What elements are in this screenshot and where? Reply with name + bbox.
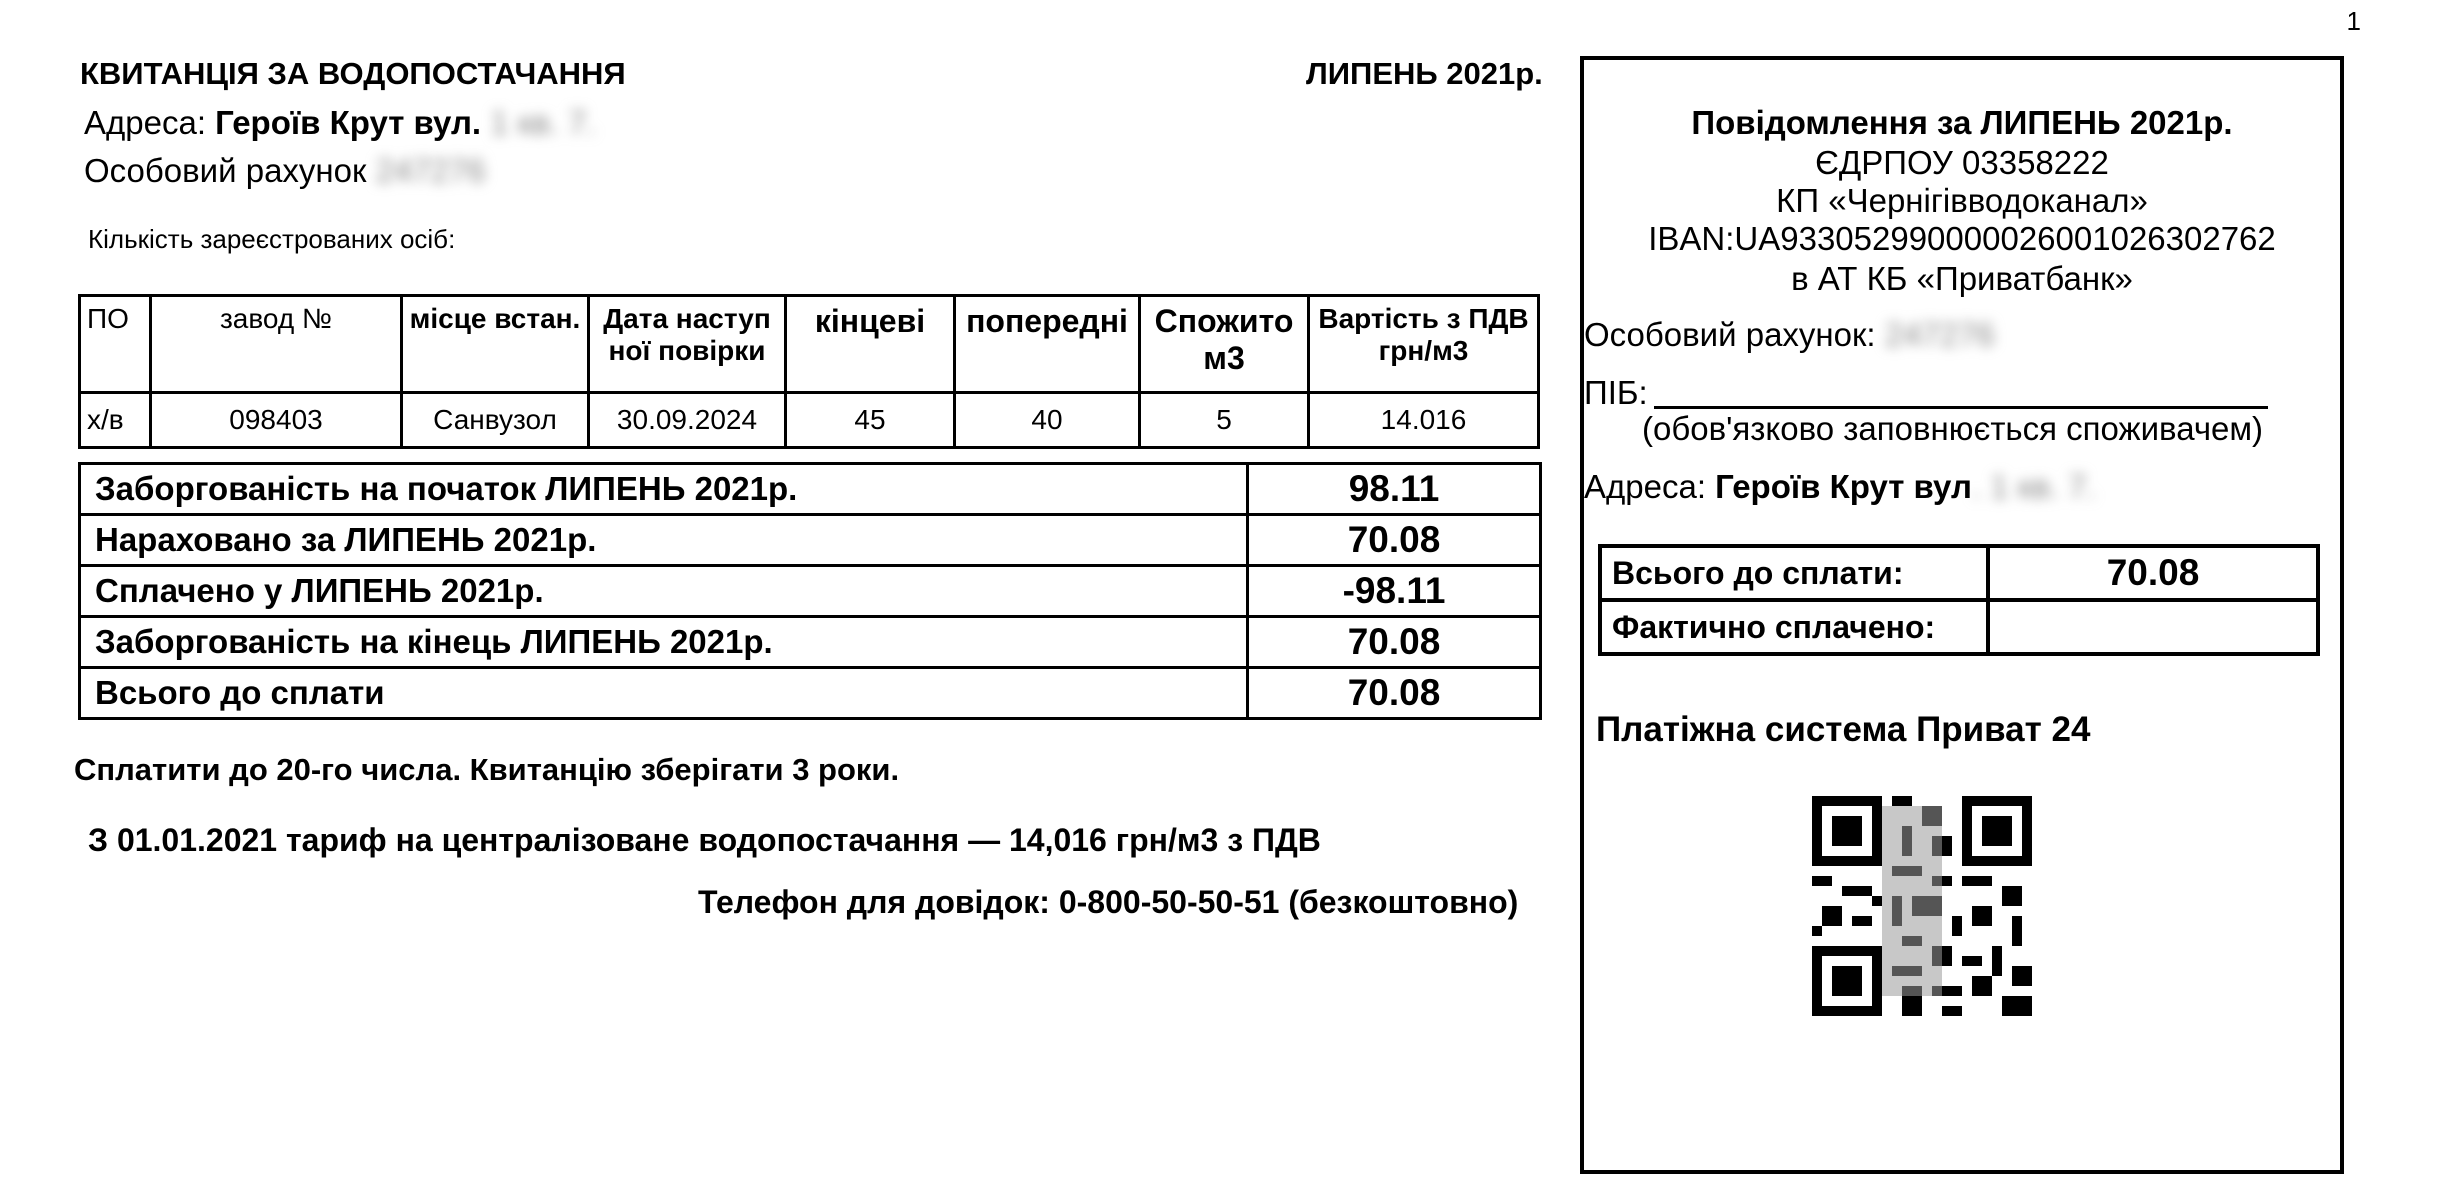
address-label: Адреса: — [84, 104, 206, 141]
summary-row-debt-end — [80, 617, 1541, 668]
notice-title: Повідомлення за ЛИПЕНЬ 2021р. — [1691, 104, 2233, 141]
cell-consumed: 5 — [1140, 393, 1309, 448]
receipt-address — [84, 104, 596, 142]
cell-serial: 098403 — [151, 393, 402, 448]
summary-row-charged — [80, 515, 1541, 566]
phone-note: Телефон для довідок: 0-800-50-50-51 (безкоштовно) — [698, 884, 1519, 920]
cell-po: х/в — [80, 393, 151, 448]
notice-company: КП «Чернігівводоканал» — [1776, 182, 2148, 219]
pib-hint: (обов'язково заповнюється споживачем) — [1642, 410, 2264, 447]
notice-account-label: Особовий рахунок: — [1584, 316, 1876, 353]
notice-address-label: Адреса: — [1584, 468, 1706, 505]
summary-value: 70.08 — [1248, 617, 1541, 668]
col-serial: завод № — [151, 296, 402, 393]
registered-persons-label: Кількість зареєстрованих осіб: — [88, 224, 456, 254]
cell-next-check: 30.09.2024 — [589, 393, 786, 448]
summary-row-total — [80, 668, 1541, 719]
payment-table — [1598, 544, 2320, 656]
pay-until-note: Сплатити до 20-го числа. Квитанцію зберігати 3 роки. — [74, 752, 900, 787]
notice-edrpou: ЄДРПОУ 03358222 — [1815, 144, 2109, 181]
summary-row-paid — [80, 566, 1541, 617]
summary-label: Заборгованість на початок ЛИПЕНЬ 2021р. — [80, 464, 1248, 515]
col-consumed: Спожито м3 — [1140, 296, 1309, 393]
receipt-title: КВИТАНЦІЯ ЗА ВОДОПОСТАЧАННЯ — [80, 56, 626, 91]
cell-location: Санвузол — [402, 393, 589, 448]
summary-value: 70.08 — [1248, 515, 1541, 566]
summary-value: -98.11 — [1248, 566, 1541, 617]
address-redacted: 1 кв. 7. — [490, 104, 596, 141]
total-value: 70.08 — [1988, 546, 2318, 600]
meter-table — [78, 294, 1540, 449]
notice-bank: в АТ КБ «Приватбанк» — [1791, 260, 2133, 297]
account-redacted: 247276 — [375, 152, 486, 189]
meter-table-header — [80, 296, 1539, 393]
col-price: Вартість з ПДВ грн/м3 — [1309, 296, 1539, 393]
summary-value: 70.08 — [1248, 668, 1541, 719]
col-final: кінцеві — [786, 296, 955, 393]
page-number: 1 — [2346, 6, 2361, 36]
notice-address-street: Героїв Крут вул — [1715, 468, 1972, 505]
summary-label: Заборгованість на кінець ЛИПЕНЬ 2021р. — [80, 617, 1248, 668]
pib-label: ПІБ: — [1584, 374, 1648, 411]
summary-table — [78, 462, 1542, 720]
total-label: Всього до сплати: — [1600, 546, 1988, 600]
pib-input-line[interactable] — [1654, 406, 2268, 409]
notice-account-redacted: 247276 — [1884, 316, 1995, 353]
summary-row-debt-start — [80, 464, 1541, 515]
notice-account — [1584, 316, 1995, 354]
address-street: Героїв Крут вул. — [215, 104, 482, 141]
cell-price: 14.016 — [1309, 393, 1539, 448]
col-po: ПО — [80, 296, 151, 393]
paid-label: Фактично сплачено: — [1600, 600, 1988, 654]
summary-label: Сплачено у ЛИПЕНЬ 2021р. — [80, 566, 1248, 617]
col-previous: попередні — [955, 296, 1140, 393]
account-label: Особовий рахунок — [84, 152, 367, 189]
receipt-month: ЛИПЕНЬ 2021р. — [1306, 56, 1543, 91]
col-location: місце встан. — [402, 296, 589, 393]
notice-address — [1584, 468, 2096, 506]
cell-previous: 40 — [955, 393, 1140, 448]
tariff-note: З 01.01.2021 тариф на централізоване водопостачання — 14,016 грн/м3 з ПДВ — [88, 822, 1321, 858]
paid-value-field[interactable] — [1988, 600, 2318, 654]
summary-value: 98.11 — [1248, 464, 1541, 515]
notice-address-redacted: . 1 кв. 7. — [1971, 468, 2096, 505]
payment-row-total — [1600, 546, 2318, 600]
summary-label: Всього до сплати — [80, 668, 1248, 719]
receipt-account — [84, 152, 486, 190]
col-next-check: Дата наступ ної повірки — [589, 296, 786, 393]
table-row — [80, 393, 1539, 448]
summary-label: Нараховано за ЛИПЕНЬ 2021р. — [80, 515, 1248, 566]
notice-iban: IBAN:UA933052990000026001026302762 — [1648, 220, 2276, 257]
payment-system-label: Платіжна система Приват 24 — [1596, 710, 2091, 749]
payment-row-paid — [1600, 600, 2318, 654]
cell-final: 45 — [786, 393, 955, 448]
qr-code-icon — [1812, 796, 2032, 1016]
